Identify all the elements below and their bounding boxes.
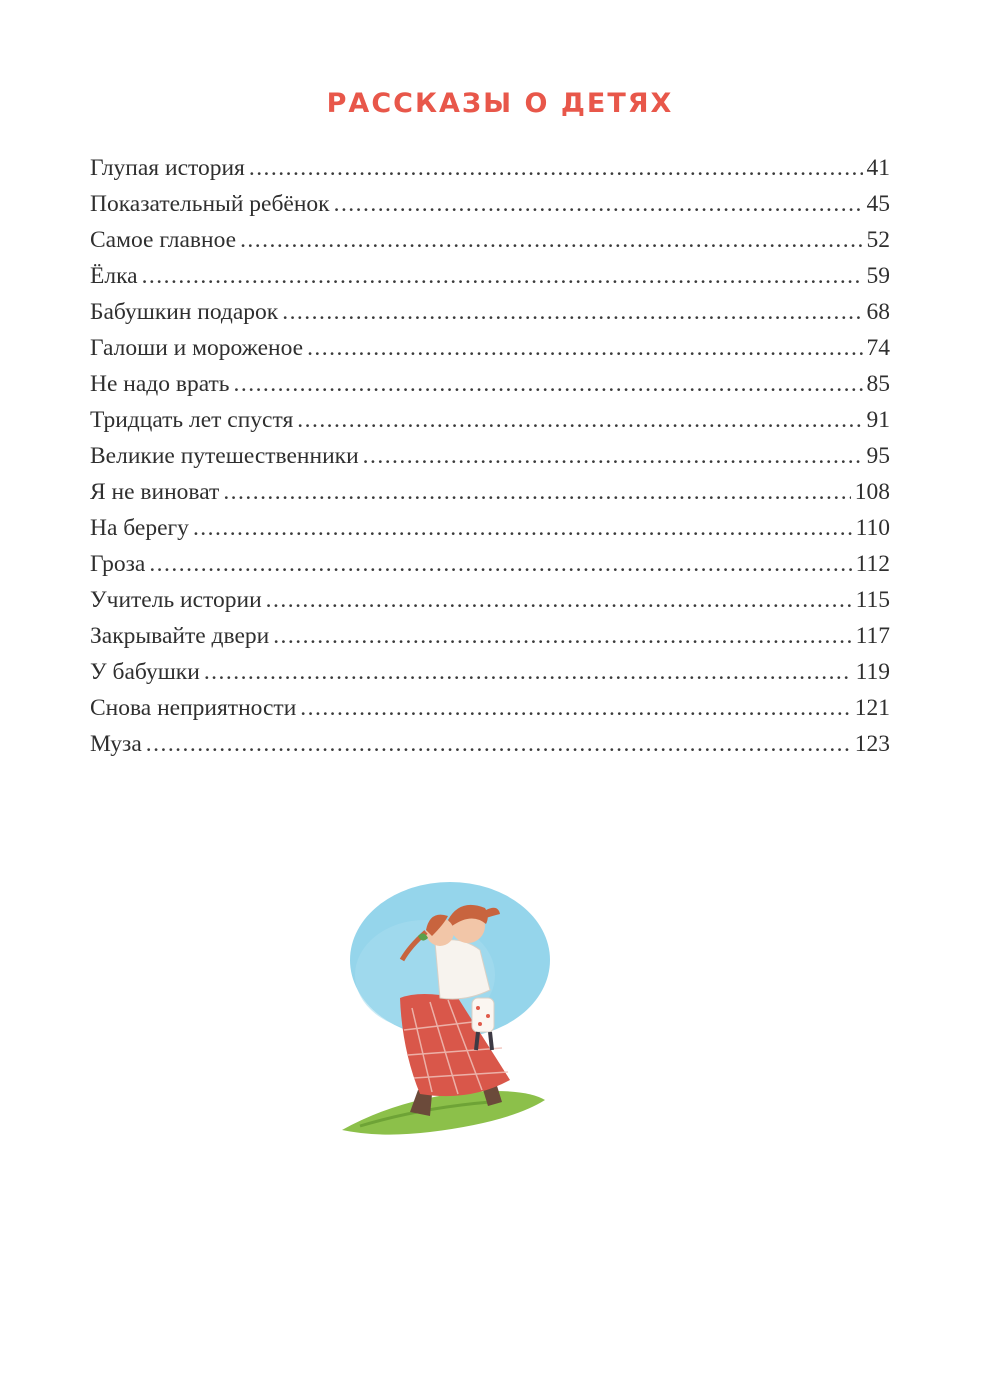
toc-entry (90, 690, 890, 726)
toc-entry (90, 618, 890, 654)
toc-entry (90, 438, 890, 474)
toc-entry-page-number: 95 (866, 443, 890, 469)
toc-entry (90, 222, 890, 258)
dot-leader (204, 654, 852, 690)
toc-entry-page-number: 119 (855, 659, 890, 685)
toc-entry (90, 474, 890, 510)
toc-entry-title: Гроза (90, 551, 146, 577)
toc-entry (90, 726, 890, 762)
toc-entry (90, 546, 890, 582)
toc-entry-title: Галоши и мороженое (90, 335, 304, 361)
toc-entry-title: Глупая история (90, 155, 245, 181)
toc-entry (90, 582, 890, 618)
dot-leader (334, 186, 863, 222)
toc-entry-title: Великие путешественники (90, 443, 359, 469)
dot-leader (234, 366, 863, 402)
grass-patch (342, 1091, 545, 1135)
dot-leader (273, 618, 851, 654)
toc-entry-page-number: 115 (855, 587, 890, 613)
toc-entry-title: Тридцать лет спустя (90, 407, 294, 433)
doll-leg (490, 1032, 492, 1050)
section-title: РАССКАЗЫ О ДЕТЯХ (326, 88, 674, 119)
toc-entry-title: У бабушки (90, 659, 200, 685)
dot-leader (363, 438, 863, 474)
toc-entry-page-number: 41 (866, 155, 890, 181)
toc-entry (90, 366, 890, 402)
toc-entry-page-number: 121 (854, 695, 890, 721)
toc-entry-title: Показательный ребёнок (90, 191, 330, 217)
dot-leader (149, 546, 851, 582)
toc-entry-page-number: 112 (855, 551, 890, 577)
toc-entry-title: Я не виноват (90, 479, 220, 505)
toc-entry-title: Учитель истории (90, 587, 262, 613)
doll-dot (486, 1014, 490, 1018)
toc-entry-title: Снова неприятности (90, 695, 297, 721)
doll-dot (478, 1022, 482, 1026)
dot-leader (142, 258, 863, 294)
toc-entry (90, 186, 890, 222)
doll-dot (476, 1006, 480, 1010)
toc-entry-page-number: 91 (866, 407, 890, 433)
dot-leader (223, 474, 850, 510)
toc-entry (90, 510, 890, 546)
toc-entry-title: Бабушкин подарок (90, 299, 279, 325)
toc-entry-page-number: 74 (866, 335, 890, 361)
dot-leader (240, 222, 862, 258)
doll-dress (472, 998, 494, 1032)
toc-entry-page-number: 59 (866, 263, 890, 289)
toc-entry-page-number: 108 (854, 479, 890, 505)
dot-leader (282, 294, 862, 330)
toc-entry-title: Закрывайте двери (90, 623, 270, 649)
illustration-svg (340, 880, 555, 1140)
toc-entry (90, 150, 890, 186)
toc-entry-title: Не надо врать (90, 371, 230, 397)
two-girls-running-illustration (340, 880, 555, 1140)
toc-entry (90, 258, 890, 294)
dot-leader (249, 150, 863, 186)
doll-leg (476, 1032, 478, 1050)
table-of-contents (90, 150, 890, 762)
toc-entry-page-number: 85 (866, 371, 890, 397)
toc-entry (90, 330, 890, 366)
toc-entry-title: Самое главное (90, 227, 237, 253)
toc-entry-page-number: 117 (855, 623, 890, 649)
dot-leader (266, 582, 852, 618)
toc-entry-title: На берегу (90, 515, 189, 541)
toc-entry (90, 294, 890, 330)
toc-entry-page-number: 68 (866, 299, 890, 325)
toc-entry-page-number: 110 (855, 515, 890, 541)
toc-entry-page-number: 123 (854, 731, 890, 757)
dot-leader (307, 330, 862, 366)
toc-entry (90, 402, 890, 438)
toc-entry (90, 654, 890, 690)
toc-entry-page-number: 45 (866, 191, 890, 217)
toc-entry-title: Муза (90, 731, 142, 757)
dot-leader (297, 402, 862, 438)
dot-leader (146, 726, 851, 762)
toc-entry-page-number: 52 (866, 227, 890, 253)
toc-entry-title: Ёлка (90, 263, 138, 289)
dot-leader (300, 690, 850, 726)
dot-leader (193, 510, 852, 546)
